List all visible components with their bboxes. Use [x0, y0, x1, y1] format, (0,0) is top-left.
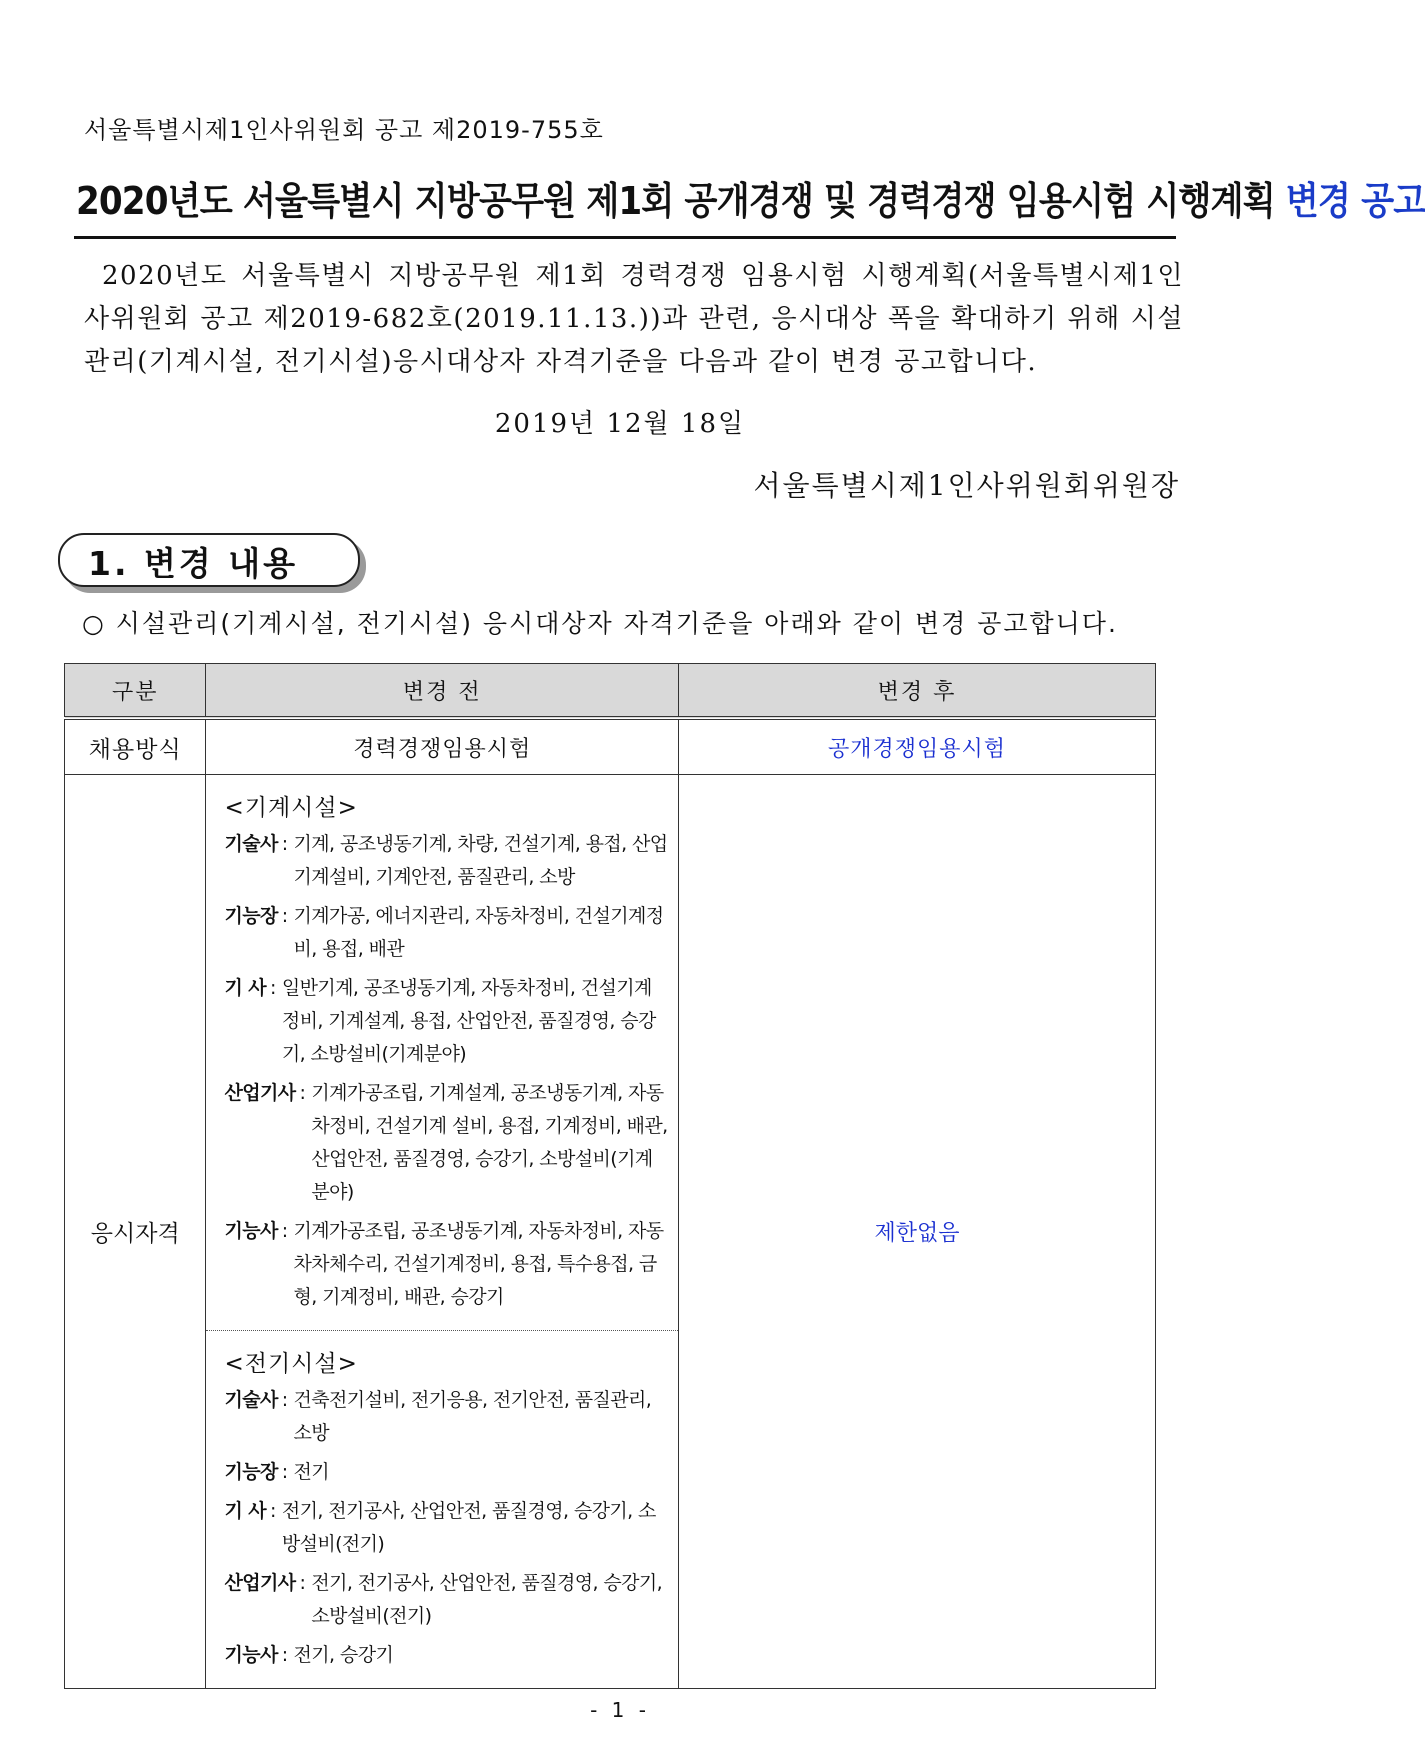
- notice-number: 서울특별시제1인사위원회 공고 제2019-755호: [84, 116, 604, 144]
- electrical-group: [206, 1330, 678, 1688]
- entry-label: 기능장: [224, 905, 278, 927]
- entry-separator: :: [299, 1572, 306, 1594]
- table-row-method: [65, 718, 1156, 775]
- entry-label: 기 사: [224, 1500, 266, 1522]
- entry-separator: :: [270, 977, 276, 999]
- entry-separator: :: [281, 1389, 288, 1411]
- entry-value: 전기, 전기공사, 산업안전, 품질경영, 승강기, 소방설비(전기): [281, 1500, 656, 1555]
- entry-value: 기계가공조립, 기계설계, 공조냉동기계, 자동차정비, 건설기계 설비, 용접, 기계정비, 배관, 산업안전, 품질경영, 승강기, 소방설비(기계분야): [311, 1082, 668, 1203]
- section-title: 1. 변경 내용: [88, 544, 298, 583]
- qualification-before: [206, 775, 679, 1689]
- entry-separator: :: [299, 1082, 306, 1104]
- table-row-qualification: [65, 775, 1156, 1689]
- qualification-label: 응시자격: [65, 775, 206, 1689]
- entry-value: 전기, 전기공사, 산업안전, 품질경영, 승강기, 소방설비(전기): [311, 1572, 663, 1627]
- title-divider: [74, 236, 1176, 239]
- entry-label: 기능사: [224, 1220, 278, 1242]
- entry-value: 기계가공, 에너지관리, 자동차정비, 건설기계정비, 용접, 배관: [293, 905, 664, 960]
- entry-value: 전기: [293, 1461, 330, 1483]
- header-after: 변경 후: [678, 664, 1155, 719]
- qualification-entry: [224, 1495, 668, 1561]
- page-number: - 1 -: [590, 1698, 650, 1722]
- entry-label: 기능장: [224, 1461, 278, 1483]
- mechanical-group: [206, 775, 678, 1330]
- qualification-entry: [224, 1639, 668, 1672]
- qualification-entry: [224, 1567, 668, 1633]
- title-accent: 변경 공고: [1285, 179, 1425, 223]
- entry-separator: :: [281, 1220, 288, 1242]
- electrical-title: <전기시설>: [224, 1351, 358, 1377]
- entry-label: 기능사: [224, 1644, 278, 1666]
- entry-label: 기 사: [224, 977, 266, 999]
- qualification-entry: [224, 900, 668, 966]
- qualification-entry: [224, 972, 668, 1071]
- entry-separator: :: [281, 1644, 288, 1666]
- entry-value: 전기, 승강기: [293, 1644, 394, 1666]
- entry-separator: :: [281, 833, 288, 855]
- entry-label: 산업기사: [224, 1082, 296, 1104]
- qualification-entry: [224, 1456, 668, 1489]
- intro-paragraph: 2020년도 서울특별시 지방공무원 제1회 경력경쟁 임용시험 시행계획(서울특별시제1인사위원회 공고 제2019-682호(2019.11.13.))과 관련, 응시대상 폭을 확대하기 위해 시설관리(기계시설, 전기시설)응시대상자 자격기준을 다음과 같이 변경 공고합니다.: [84, 261, 1184, 377]
- entry-value: 기계가공조립, 공조냉동기계, 자동차정비, 자동차차체수리, 건설기계정비, 용접, 특수용접, 금형, 기계정비, 배관, 승강기: [293, 1220, 664, 1308]
- method-before: 경력경쟁임용시험: [206, 718, 679, 775]
- qualification-entry: [224, 1384, 668, 1450]
- entry-label: 산업기사: [224, 1572, 296, 1594]
- notice-date: 2019년 12월 18일: [494, 409, 746, 439]
- mechanical-title: <기계시설>: [224, 795, 358, 821]
- page-title: [76, 170, 1425, 225]
- qualification-entry: [224, 1077, 668, 1209]
- method-label: 채용방식: [65, 718, 206, 775]
- qualification-after: 제한없음: [678, 775, 1155, 1689]
- entry-value: 기계, 공조냉동기계, 차량, 건설기계, 용접, 산업기계설비, 기계안전, 품질관리, 소방: [293, 833, 668, 888]
- table-header-row: [65, 664, 1156, 719]
- entry-label: 기술사: [224, 833, 278, 855]
- title-main: 2020년도 서울특별시 지방공무원 제1회 공개경쟁 및 경력경쟁 임용시험 시행계획: [76, 179, 1286, 223]
- entry-separator: :: [270, 1500, 276, 1522]
- section-bullet: ○ 시설관리(기계시설, 전기시설) 응시대상자 자격기준을 아래와 같이 변경 공고합니다.: [82, 609, 1118, 638]
- entry-separator: :: [281, 905, 288, 927]
- change-table: [64, 663, 1156, 1689]
- entry-label: 기술사: [224, 1389, 278, 1411]
- method-after: 공개경쟁임용시험: [678, 718, 1155, 775]
- entry-value: 일반기계, 공조냉동기계, 자동차정비, 건설기계정비, 기계설계, 용접, 산업안전, 품질경영, 승강기, 소방설비(기계분야): [281, 977, 656, 1065]
- entry-separator: :: [281, 1461, 288, 1483]
- header-category: 구분: [65, 664, 206, 719]
- header-before: 변경 전: [206, 664, 679, 719]
- signer: 서울특별시제1인사위원회위원장: [753, 469, 1180, 502]
- qualification-entry: [224, 828, 668, 894]
- qualification-entry: [224, 1215, 668, 1314]
- entry-value: 건축전기설비, 전기응용, 전기안전, 품질관리, 소방: [293, 1389, 652, 1444]
